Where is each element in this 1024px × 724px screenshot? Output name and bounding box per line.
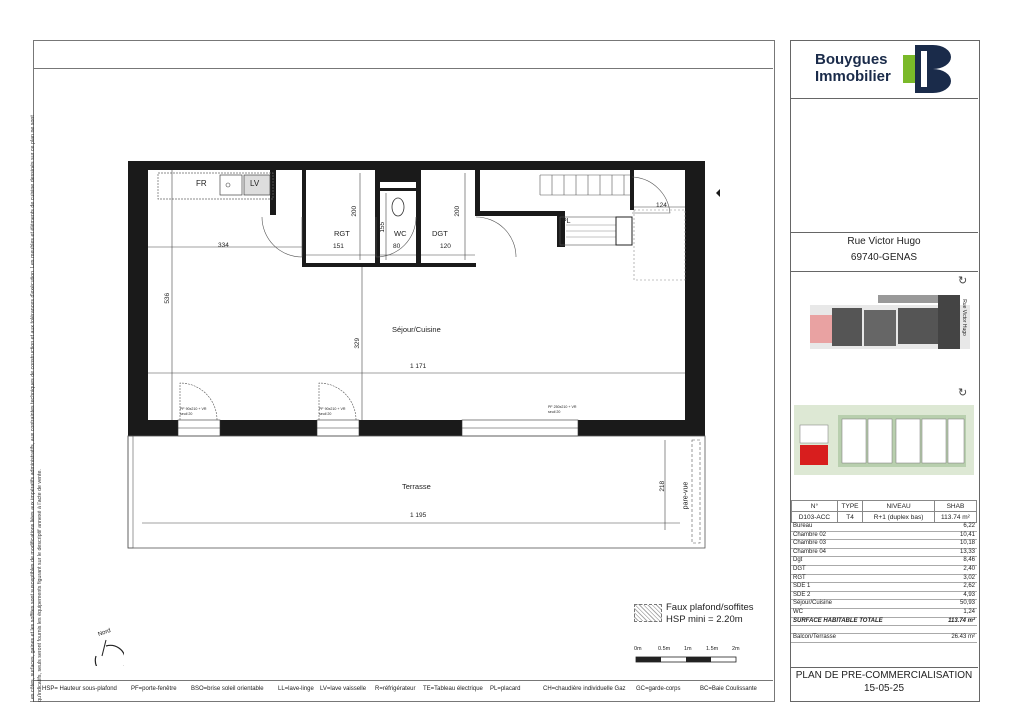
abbr-lv: LV=lave vaisselle (320, 686, 367, 692)
table-row: SDE 2 4,93 (791, 591, 977, 600)
scale-label-4: 2m (732, 646, 740, 652)
table-row: Chambre 04 13,33 (791, 548, 977, 557)
table-row: RGT 3,02 (791, 574, 977, 583)
scale-label-2: 1m (684, 646, 692, 652)
hdr-num: N° (792, 501, 838, 512)
room-area-table (791, 523, 977, 626)
room-label-pl: PL (562, 218, 571, 225)
dim-151: 151 (333, 243, 344, 250)
wall-left (128, 161, 148, 436)
cell-shab: 113.74 m² (934, 512, 976, 523)
window-label-pf1: PF 90x210 + VR seuil 20 (180, 407, 207, 416)
table-row: Chambre 02 10,41 (791, 531, 977, 540)
table-row: WC 1,24 (791, 608, 977, 617)
room-label-rgt: RGT (334, 229, 350, 238)
rotate-icon-2: ↻ (958, 387, 968, 399)
floor-plan (120, 155, 720, 555)
cell-num: D103-ACC (792, 512, 838, 523)
scale-bar (634, 654, 744, 664)
brand-name-line1: Bouygues (815, 51, 888, 68)
abbr-pf: PF=porte-fenêtre (131, 686, 177, 692)
drawing-footer-line (33, 680, 773, 681)
footer-title: PLAN DE PRE-COMMERCIALISATION (795, 670, 973, 681)
table-row: Bureau 6,22 (791, 523, 977, 531)
scale-label-0: 0m (634, 646, 642, 652)
dim-1195: 1 195 (410, 512, 427, 519)
hdr-niveau: NIVEAU (863, 501, 935, 512)
room-label-fr: FR (196, 179, 207, 188)
abbr-hsp: HSP= Hauteur sous-plafond (42, 686, 117, 692)
room-label-sejour: Séjour/Cuisine (392, 325, 441, 334)
table-row: Séjour/Cuisine 50,93 (791, 600, 977, 609)
address-street: Rue Victor Hugo (847, 236, 921, 247)
hatch-legend-line1: Faux plafond/soffites (666, 602, 754, 613)
hatch-swatch (634, 604, 662, 622)
wall-top (128, 161, 705, 170)
side-note: Les côtes, surfaces, gaines et les soffites sont susceptibles de modifications liées aux impératifs administratifs, aux contraintes techniques de construction et aux tolérances d'exécution. Les meubles et éléments de cuisine dessinés sur ce plan ne sont qu'indicatifs, seuls seront fournis les équipements figurant sur le descriptif annexé à l'acte de vente. (30, 115, 43, 702)
dim-80: 80 (393, 243, 401, 250)
dim-1171: 1 171 (410, 363, 427, 370)
dim-155: 155 (379, 221, 387, 233)
abbr-ll: LL=lave-linge (278, 686, 314, 692)
dim-120: 120 (440, 243, 451, 250)
abbr-bso: BSO=brise soleil orientable (191, 686, 264, 692)
unit-table-header (791, 500, 977, 523)
room-label-terrasse: Terrasse (402, 482, 431, 491)
site-plan-street-label: Rue Victor Hugo (960, 299, 967, 336)
unit-table (791, 500, 977, 643)
cell-niveau: R+1 (duplex bas) (863, 512, 935, 523)
hatch-legend-line2: HSP mini = 2.20m (666, 614, 743, 625)
table-row: Balcon/Terrasse 26.43 m² (791, 634, 977, 643)
north-label: Nord (97, 627, 112, 639)
table-row: DGT 2,40 (791, 565, 977, 574)
footer-date: 15-05-25 (863, 683, 905, 694)
dim-329: 329 (354, 337, 362, 349)
room-label-wc: WC (394, 229, 407, 238)
dim-200b: 200 (454, 205, 462, 217)
window-label-pf2: PF 90x210 + VR seuil 20 (319, 407, 346, 416)
footer-title-box (790, 667, 978, 668)
room-label-pare-vue: pare-vue (682, 481, 690, 510)
hdr-shab: SHAB (934, 501, 976, 512)
abbr-ch: CH=chaudière individuelle Gaz (543, 686, 626, 692)
table-row: SDE 1 2,62 (791, 583, 977, 592)
abbr-bc: BC=Baie Coulissante (700, 686, 757, 692)
address-city: 69740-GENAS (850, 252, 918, 263)
dim-200a: 200 (351, 205, 359, 217)
room-label-dgt: DGT (432, 229, 448, 238)
scale-label-1: 0.5m (658, 646, 671, 652)
cell-type: T4 (837, 512, 862, 523)
room-label-lv: LV (250, 179, 260, 188)
hdr-type: TYPE (837, 501, 862, 512)
abbr-pl: PL=placard (490, 686, 521, 692)
rotate-icon-1: ↻ (958, 275, 968, 287)
site-plan-masse (794, 405, 974, 475)
site-plan-building (798, 290, 970, 352)
abbr-gc: GC=garde-corps (636, 686, 681, 692)
drawing-header-line (33, 68, 773, 69)
abbr-te: TE=Tableau électrique (423, 686, 483, 692)
dim-218: 218 (659, 480, 667, 492)
wall-right (685, 161, 705, 436)
dim-334: 334 (218, 242, 229, 249)
balcony-table (791, 633, 977, 643)
table-row: Chambre 03 10,18 (791, 540, 977, 549)
dim-536: 536 (164, 292, 172, 304)
window-label-pf3: PF 250x210 + VR seuil 20 (548, 405, 577, 414)
table-row: Dgt 8,46 (791, 557, 977, 566)
total-row: SURFACE HABITABLE TOTALE 113.74 m² (791, 617, 977, 626)
abbr-r: R=réfrigérateur (375, 686, 416, 692)
scale-label-3: 1.5m (706, 646, 719, 652)
brand-name-line2: Immobilier (815, 68, 891, 85)
dim-124: 124 (656, 202, 667, 209)
bouygues-logo-icon (903, 45, 953, 93)
